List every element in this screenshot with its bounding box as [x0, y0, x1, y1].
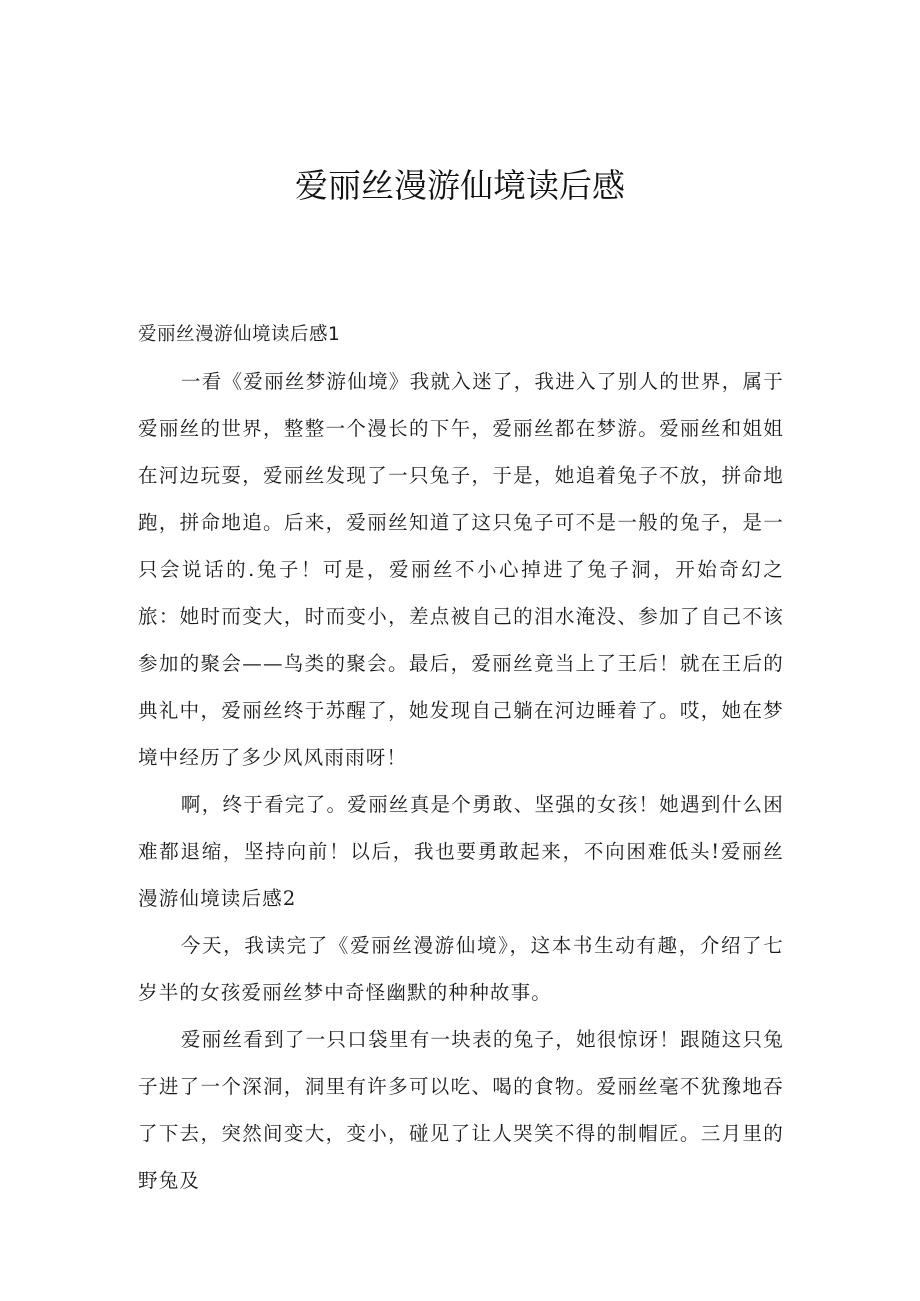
document-title: 爱丽丝漫游仙境读后感	[295, 166, 625, 205]
paragraph: 今天，我读完了《爱丽丝漫游仙境》，这本书生动有趣，介绍了七岁半的女孩爱丽丝梦中奇怪幽默的种种故事。	[138, 934, 784, 1004]
section-heading: 爱丽丝漫游仙境读后感1	[138, 324, 341, 345]
paragraph: 爱丽丝看到了一只口袋里有一块表的兔子，她很惊讶！跟随这只兔子进了一个深洞，洞里有许多可以吃、喝的食物。爱丽丝毫不犹豫地吞了下去，突然间变大，变小，碰见了让人哭笑不得的制帽匠。三月里的野兔及	[138, 1028, 784, 1192]
paragraph: 一看《爱丽丝梦游仙境》我就入迷了，我进入了别人的世界，属于爱丽丝的世界，整整一个漫长的下午，爱丽丝都在梦游。爱丽丝和姐姐在河边玩耍，爱丽丝发现了一只兔子，于是，她追着兔子不放，拼命地跑，拼命地追。后来，爱丽丝知道了这只兔子可不是一般的兔子，是一只会说话的.兔子！可是，爱丽丝不小心掉进了兔子洞，开始奇幻之旅：她时而变大，时而变小，差点被自己的泪水淹没、参加了自己不该参加的聚会——鸟类的聚会。最后，爱丽丝竟当上了王后！就在王后的典礼中，爱丽丝终于苏醒了，她发现自己躺在河边睡着了。哎，她在梦境中经历了多少风风雨雨呀！	[138, 370, 784, 769]
document-body	[138, 311, 784, 1204]
paragraph: 啊，终于看完了。爱丽丝真是个勇敢、坚强的女孩！她遇到什么困难都退缩，坚持向前！以后，我也要勇敢起来，不向困难低头!爱丽丝漫游仙境读后感2	[138, 793, 784, 910]
